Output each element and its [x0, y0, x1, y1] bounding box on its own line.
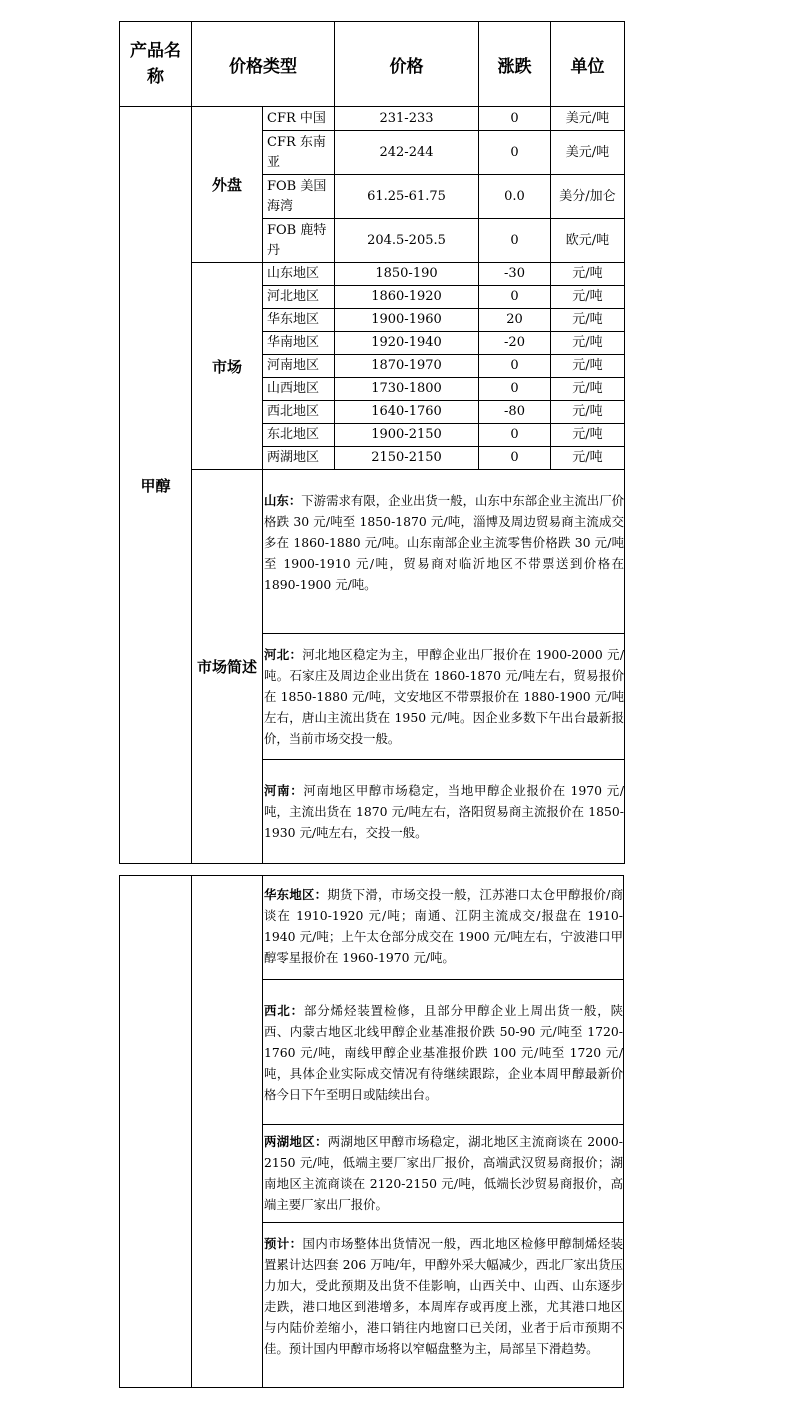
- header-price: 价格: [335, 22, 479, 107]
- summary-hebei: [263, 634, 625, 760]
- row-price: 231-233: [335, 107, 479, 131]
- row-name: 西北地区: [263, 401, 335, 424]
- row-change: 0: [479, 447, 551, 470]
- row-unit: 元/吨: [551, 447, 625, 470]
- summary-row: [120, 470, 625, 634]
- row-name: 两湖地区: [263, 447, 335, 470]
- row-price: 61.25-61.75: [335, 175, 479, 219]
- row-name: 东北地区: [263, 424, 335, 447]
- summary-lianghu: [263, 1125, 624, 1223]
- row-unit: 元/吨: [551, 332, 625, 355]
- row-unit: 欧元/吨: [551, 219, 625, 263]
- row-price: 204.5-205.5: [335, 219, 479, 263]
- header-unit: 单位: [551, 22, 625, 107]
- row-unit: 元/吨: [551, 424, 625, 447]
- summary-text: 河北地区稳定为主，甲醇企业出厂报价在 1900-2000 元/吨。石家庄及周边企业出货在 1860-1870 元/吨左右，贸易报价在 1850-1880 元/吨，文安地区不带票报价在 1880-1900 元/吨左右，唐山主流出货在 1950 元/吨。因企业多数下午出台最新报价，当前市场交投一般。: [264, 647, 624, 746]
- summary-label: 河北：: [264, 647, 303, 662]
- row-change: 0.0: [479, 175, 551, 219]
- row-unit: 元/吨: [551, 401, 625, 424]
- summary-text: 期货下滑，市场交投一般，江苏港口太仓甲醇报价/商谈在 1910-1920 元/吨；南通、江阴主流成交/报盘在 1910-1940 元/吨；上午太仓部分成交在 1900 元/吨左右，宁波港口甲醇零星报价在 1960-1970 元/吨。: [264, 887, 623, 965]
- row-name: 山东地区: [263, 263, 335, 286]
- summary-label: 河南：: [264, 783, 304, 798]
- row-unit: 元/吨: [551, 309, 625, 332]
- row-price: 1640-1760: [335, 401, 479, 424]
- group-summary: 市场简述: [192, 470, 263, 864]
- header-product: 产品名称: [120, 22, 192, 107]
- row-price: 1860-1920: [335, 286, 479, 309]
- summary-shandong: [263, 470, 625, 634]
- table-header-row: [120, 22, 625, 107]
- header-price-type: 价格类型: [192, 22, 335, 107]
- row-change: 0: [479, 378, 551, 401]
- summary-label: 预计：: [264, 1236, 303, 1251]
- row-price: 1870-1970: [335, 355, 479, 378]
- summary-henan: [263, 760, 625, 864]
- row-unit: 美元/吨: [551, 107, 625, 131]
- row-name: FOB 美国海湾: [263, 175, 335, 219]
- row-unit: 元/吨: [551, 263, 625, 286]
- row-name: 河北地区: [263, 286, 335, 309]
- summary-text: 河南地区甲醇市场稳定，当地甲醇企业报价在 1970 元/吨，主流出货在 1870 元/吨左右，洛阳贸易商主流报价在 1850-1930 元/吨左右，交投一般。: [264, 783, 624, 840]
- row-price: 1730-1800: [335, 378, 479, 401]
- summary-table-continued: [119, 875, 624, 1388]
- table-row: [120, 263, 625, 286]
- row-change: 0: [479, 131, 551, 175]
- row-name: CFR 东南亚: [263, 131, 335, 175]
- summary-text: 两湖地区甲醇市场稳定，湖北地区主流商谈在 2000-2150 元/吨，低端主要厂家出厂报价，高端武汉贸易商报价；湖南地区主流商谈在 2120-2150 元/吨，低端长沙贸易商报价，高端主要厂家出厂报价。: [264, 1134, 623, 1212]
- summary-row: [120, 876, 624, 980]
- row-change: 0: [479, 219, 551, 263]
- row-name: FOB 鹿特丹: [263, 219, 335, 263]
- row-change: -20: [479, 332, 551, 355]
- product-cell-empty: [120, 876, 192, 1388]
- row-name: 河南地区: [263, 355, 335, 378]
- row-price: 1900-1960: [335, 309, 479, 332]
- row-price: 2150-2150: [335, 447, 479, 470]
- summary-xibei: [263, 980, 624, 1125]
- row-unit: 元/吨: [551, 378, 625, 401]
- row-change: -30: [479, 263, 551, 286]
- row-change: -80: [479, 401, 551, 424]
- row-unit: 美分/加仑: [551, 175, 625, 219]
- group-cell-empty: [192, 876, 263, 1388]
- summary-label: 山东：: [264, 493, 302, 508]
- row-change: 0: [479, 424, 551, 447]
- summary-label: 华东地区：: [264, 887, 328, 902]
- row-unit: 元/吨: [551, 286, 625, 309]
- product-name: 甲醇: [120, 107, 192, 864]
- row-price: 242-244: [335, 131, 479, 175]
- row-price: 1920-1940: [335, 332, 479, 355]
- summary-text: 下游需求有限，企业出货一般，山东中东部企业主流出厂价格跌 30 元/吨至 1850-1870 元/吨，淄博及周边贸易商主流成交多在 1860-1880 元/吨。山东南部企业主流零售价格跌 30 元/吨至 1900-1910 元/吨，贸易商对临沂地区不带票送到价格在 1890-1900 元/吨。: [264, 493, 625, 592]
- row-change: 0: [479, 107, 551, 131]
- row-name: 华南地区: [263, 332, 335, 355]
- price-table: [119, 21, 625, 864]
- row-price: 1850-190: [335, 263, 479, 286]
- row-unit: 元/吨: [551, 355, 625, 378]
- group-market: 市场: [192, 263, 263, 470]
- row-unit: 美元/吨: [551, 131, 625, 175]
- row-name: 山西地区: [263, 378, 335, 401]
- row-name: 华东地区: [263, 309, 335, 332]
- summary-label: 西北：: [264, 1003, 304, 1018]
- summary-text: 部分烯烃装置检修，且部分甲醇企业上周出货一般，陕西、内蒙古地区北线甲醇企业基准报价跌 50-90 元/吨至 1720-1760 元/吨，南线甲醇企业基准报价跌 100 元/吨至 1720 元/吨，具体企业实际成交情况有待继续跟踪，企业本周甲醇最新价格今日下午至明日或陆续出台。: [264, 1003, 624, 1102]
- row-change: 0: [479, 286, 551, 309]
- summary-huadong: [263, 876, 624, 980]
- summary-forecast: [263, 1223, 624, 1388]
- row-price: 1900-2150: [335, 424, 479, 447]
- summary-label: 两湖地区：: [264, 1134, 328, 1149]
- summary-text: 国内市场整体出货情况一般，西北地区检修甲醇制烯烃装置累计达四套 206 万吨/年，甲醇外采大幅减少，西北厂家出货压力加大，受此预期及出货不佳影响，山西关中、山西、山东逐步走跌，港口地区到港增多，本周库存或再度上涨，尤其港口地区与内陆价差缩小，港口销往内地窗口已关闭，业者于后市预期不佳。预计国内甲醇市场将以窄幅盘整为主，局部呈下滑趋势。: [264, 1236, 624, 1356]
- row-change: 0: [479, 355, 551, 378]
- header-change: 涨跌: [479, 22, 551, 107]
- table-row: [120, 107, 625, 131]
- group-outer: 外盘: [192, 107, 263, 263]
- row-name: CFR 中国: [263, 107, 335, 131]
- row-change: 20: [479, 309, 551, 332]
